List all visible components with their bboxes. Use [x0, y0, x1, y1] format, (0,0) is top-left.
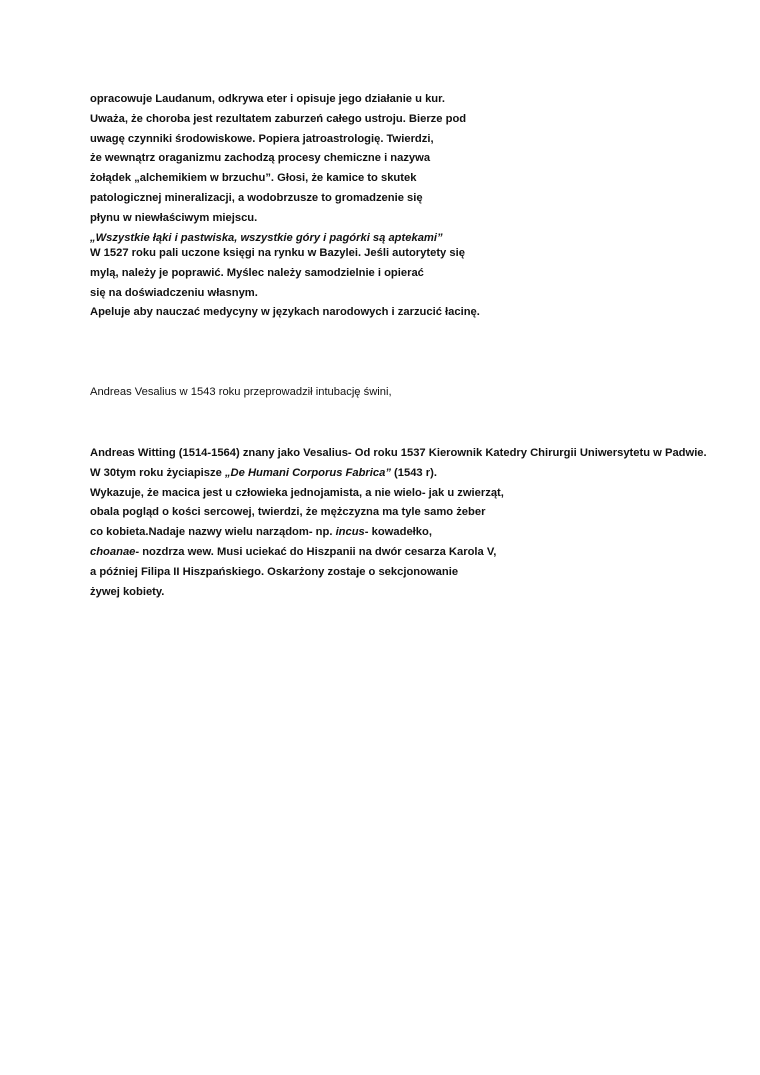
book-burning-paragraph — [90, 244, 730, 323]
book-title: „De Humani Corporus Fabrica” — [224, 466, 391, 479]
paragraph-line: że wewnątrz oraganizmu zachodzą procesy chemiczne i nazywa — [90, 152, 431, 165]
paragraph-line — [90, 523, 730, 543]
paracelsus-quote: „Wszystkie łąki i pastwiska, wszystkie góry i pagórki są aptekami” — [90, 231, 443, 244]
paragraph-line: Wykazuje, że macica jest u człowieka jednojamista, a nie wielo- jak u zwierząt, — [90, 486, 504, 499]
line-text: co kobieta.Nadaje nazwy wielu narządom- np. — [90, 526, 336, 539]
paragraph-line: a później Filipa II Hiszpańskiego. Oskarżony zostaje o sekcjonowanie — [90, 565, 459, 578]
line-text: (1543 r). — [390, 466, 437, 479]
paragraph-line: się na doświadczeniu własnym. — [90, 286, 258, 299]
paragraph-line: opracowuje Laudanum, odkrywa eter i opisuje jego działanie u kur. — [90, 93, 445, 105]
paragraph-line: Apeluje aby nauczać medycyny w językach narodowych i zarzucić łacinę. — [90, 306, 480, 319]
paragraph-line: Andreas Witting (1514-1564) znany jako Vesalius- Od roku 1537 Kierownik Katedry Chirurgii Uniwersytetu w Padwie. — [90, 447, 707, 459]
intubation-line: Andreas Vesalius w 1543 roku przeprowadził intubację świni, — [90, 386, 392, 398]
paragraph-line: płynu w niewłaściwym miejscu. — [90, 211, 258, 224]
paragraph-line: żywej kobiety. — [90, 585, 165, 598]
paragraph-line — [90, 543, 730, 563]
paragraph-line — [90, 464, 730, 484]
paragraph-line: Uważa, że choroba jest rezultatem zaburzeń całego ustroju. Bierze pod — [90, 112, 467, 125]
paragraph-line: patologicznej mineralizacji, a wodobrzusze to gromadzenie się — [90, 191, 423, 204]
paracelsus-paragraph — [90, 90, 730, 248]
paragraph-line: obala pogląd o kości sercowej, twierdzi, że mężczyzna ma tyle samo żeber — [90, 506, 486, 519]
line-text: - kowadełko, — [364, 526, 432, 539]
line-text: - nozdrza wew. Musi uciekać do Hiszpanii na dwór cesarza Karola V, — [135, 545, 497, 558]
vesalius-paragraph — [90, 444, 730, 602]
paragraph-line: uwagę czynniki środowiskowe. Popiera jatroastrologię. Twierdzi, — [90, 132, 434, 145]
intubation-note — [90, 383, 730, 403]
paragraph-line: W 1527 roku pali uczone księgi na rynku w Bazylei. Jeśli autorytety się — [90, 247, 465, 259]
paragraph-line: żołądek „alchemikiem w brzuchu”. Głosi, że kamice to skutek — [90, 172, 417, 185]
latin-term: incus — [335, 526, 365, 539]
line-text: W 30tym roku życiapisze — [90, 466, 225, 479]
paragraph-line: mylą, należy je poprawić. Myślec należy samodzielnie i opierać — [90, 266, 424, 279]
latin-term: choanae — [90, 545, 136, 558]
